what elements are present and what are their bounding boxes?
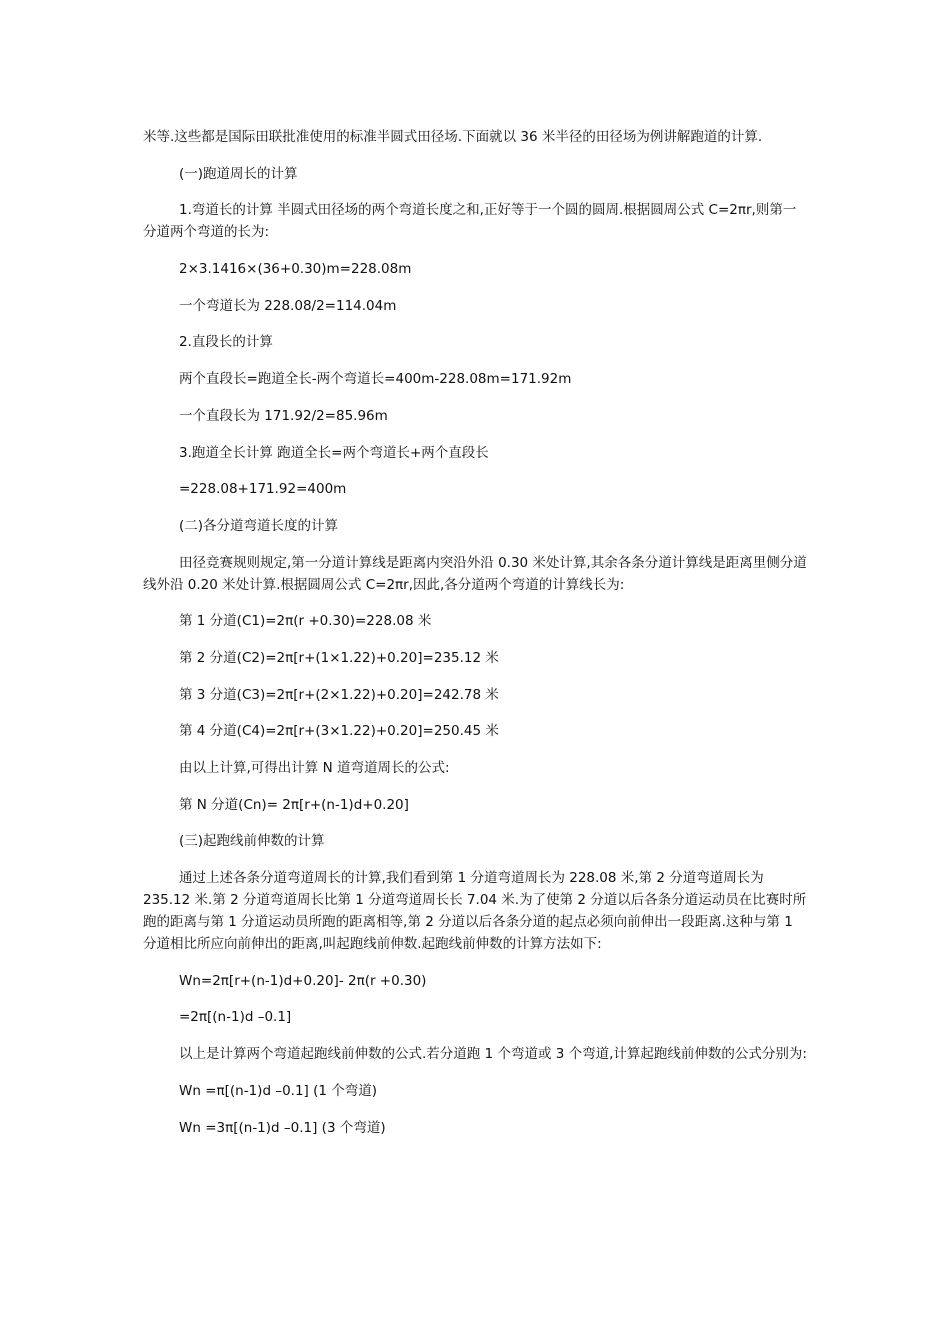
paragraph: 以上是计算两个弯道起跑线前伸数的公式.若分道跑 1 个弯道或 3 个弯道,计算起跑线前伸数的公式分别为: [179, 1046, 807, 1063]
formula-line: 第 2 分道(C2)=2π[r+(1×1.22)+0.20]=235.12 米 [179, 649, 499, 666]
formula-line: 第 3 分道(C3)=2π[r+(2×1.22)+0.20]=242.78 米 [179, 686, 499, 703]
section-heading-1: (一)跑道周长的计算 [179, 165, 298, 182]
formula-line: =2π[(n-1)d –0.1] [179, 1009, 292, 1026]
formula-line: 2×3.1416×(36+0.30)m=228.08m [179, 261, 412, 278]
formula-line: 两个直段长=跑道全长-两个弯道长=400m-228.08m=171.92m [179, 371, 572, 388]
formula-line: =228.08+171.92=400m [179, 481, 347, 498]
paragraph: 由以上计算,可得出计算 N 道弯道周长的公式: [179, 760, 450, 776]
document-body [143, 126, 808, 1153]
paragraph: 一个直段长为 171.92/2=85.96m [179, 407, 388, 424]
formula-line: Wn=2π[r+(n-1)d+0.20]- 2π(r +0.30) [179, 972, 427, 989]
paragraph: 一个弯道长为 228.08/2=114.04m [179, 297, 397, 314]
formula-line: 第 N 分道(Cn)= 2π[r+(n-1)d+0.20] [179, 796, 409, 813]
paragraph: 通过上述各条分道弯道周长的计算,我们看到第 1 分道弯道周长为 228.08 米,第 2 分道弯道周长为 235.12 米.第 2 分道弯道周长比第 1 分道弯道周长长 7.04 米.为了使第 2 分道以后各条分道运动员在比赛时所跑的距离与第 1 分道运动员所跑的距离相等,第 2 分道以后各条分道的起点必须向前伸出一段距离.这种与第 1 分道相比所应向前伸出的距离,叫起跑线前伸数.起跑线前伸数的计算方法如下: [143, 870, 807, 953]
formula-line: Wn =π[(n-1)d –0.1] (1 个弯道) [179, 1082, 378, 1099]
formula-line: 第 4 分道(C4)=2π[r+(3×1.22)+0.20]=250.45 米 [179, 723, 499, 740]
paragraph: 3.跑道全长计算 跑道全长=两个弯道长+两个直段长 [179, 444, 489, 461]
section-heading-3: (三)起跑线前伸数的计算 [179, 833, 325, 850]
section-heading-2: (二)各分道弯道长度的计算 [179, 517, 339, 534]
paragraph: 2.直段长的计算 [179, 334, 273, 351]
formula-line: Wn =3π[(n-1)d –0.1] (3 个弯道) [179, 1119, 386, 1136]
paragraph: 田径竞赛规则规定,第一分道计算线是距离内突沿外沿 0.30 米处计算,其余各条分道计算线是距离里侧分道线外沿 0.20 米处计算.根据圆周公式 C=2πr,因此,各分道两个弯道的计算线长为: [143, 554, 807, 593]
paragraph-intro: 米等.这些都是国际田联批准使用的标准半圆式田径场.下面就以 36 米半径的田径场为例讲解跑道的计算. [143, 129, 763, 145]
paragraph: 1.弯道长的计算 半圆式田径场的两个弯道长度之和,正好等于一个圆的圆周.根据圆周公式 C=2πr,则第一分道两个弯道的长为: [143, 202, 797, 241]
formula-line: 第 1 分道(C1)=2π(r +0.30)=228.08 米 [179, 613, 432, 630]
